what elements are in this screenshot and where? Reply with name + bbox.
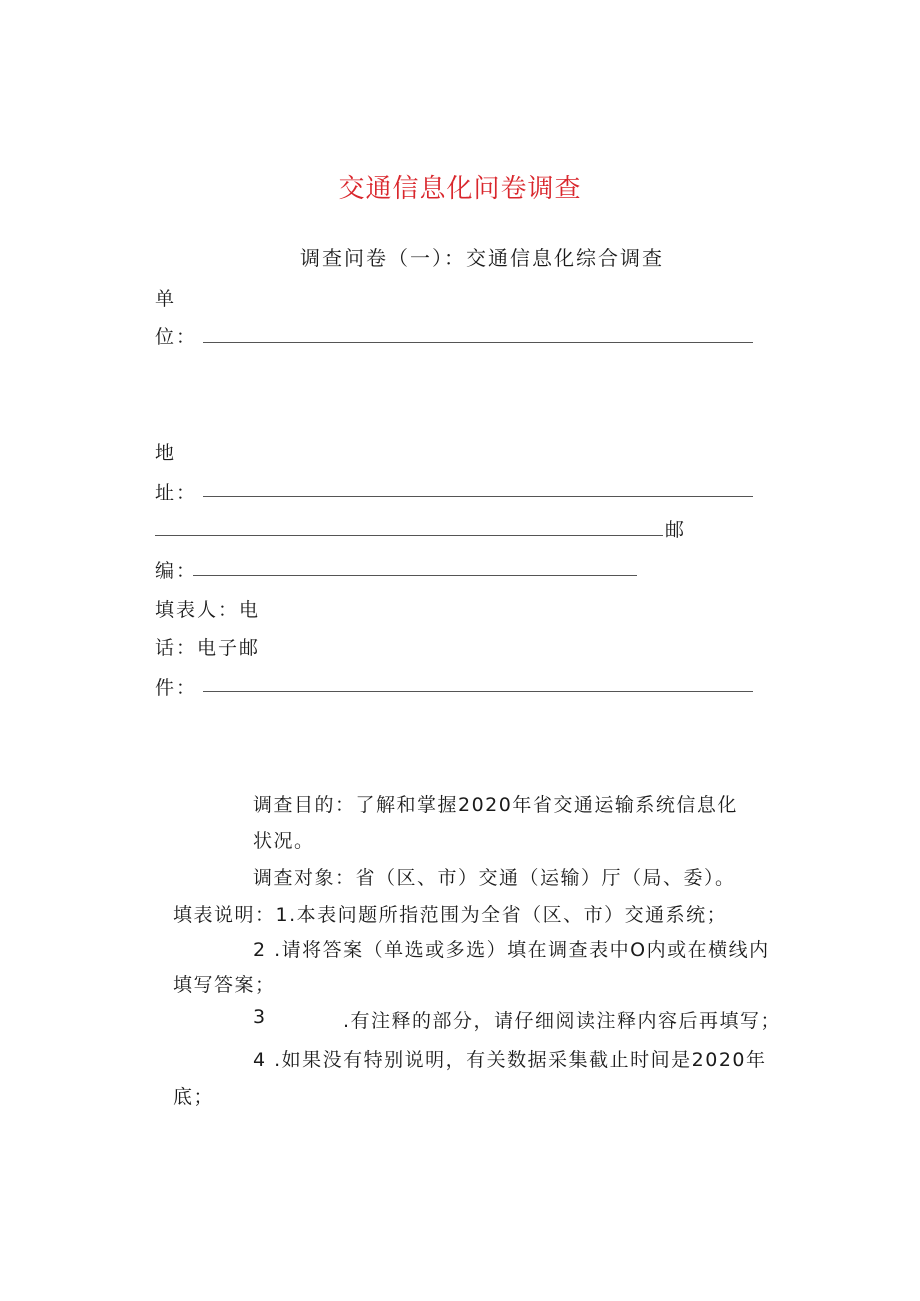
note-4-line-1: 4 .如果没有特别说明，有关数据采集截止时间是2020年 xyxy=(253,1049,767,1071)
address-label-line1: 地 xyxy=(155,442,177,464)
note-4-line-2: 底； xyxy=(173,1086,215,1108)
filler-phone-label: 填表人：电 xyxy=(155,599,261,621)
postcode-label-line2: 编： xyxy=(155,560,198,582)
document-title: 交通信息化问卷调查 xyxy=(338,174,582,204)
email-input-line[interactable] xyxy=(203,691,753,692)
note-2-line-2: 填写答案； xyxy=(173,974,276,996)
address-label-line2: 址： xyxy=(155,482,198,504)
email-label: 件： xyxy=(155,677,198,699)
questionnaire-subtitle: 调查问卷（一）：交通信息化综合调查 xyxy=(300,246,664,270)
phone-email-label: 话：电子邮 xyxy=(155,637,261,659)
address-input-line-2[interactable] xyxy=(155,535,663,536)
note-1: 填表说明：1.本表问题所指范围为全省（区、市）交通系统； xyxy=(173,904,728,926)
address-input-line-1[interactable] xyxy=(203,496,753,497)
unit-label-line2: 位： xyxy=(155,326,198,348)
purpose-line-1: 调查目的：了解和掌握2020年省交通运输系统信息化 xyxy=(253,794,738,816)
note-2-line-1: 2 .请将答案（单选或多选）填在调查表中O内或在横线内 xyxy=(253,939,770,961)
unit-label-line1: 单 xyxy=(155,288,177,310)
unit-input-line[interactable] xyxy=(203,342,753,343)
survey-target: 调查对象：省（区、市）交通（运输）厅（局、委）。 xyxy=(253,867,736,889)
postcode-input-line[interactable] xyxy=(193,575,637,576)
purpose-line-2: 状况。 xyxy=(253,830,315,852)
postcode-label-line1: 邮 xyxy=(665,519,687,541)
note-3-text: .有注释的部分，请仔细阅读注释内容后再填写； xyxy=(343,1010,782,1032)
note-3-number: 3 xyxy=(253,1006,267,1028)
